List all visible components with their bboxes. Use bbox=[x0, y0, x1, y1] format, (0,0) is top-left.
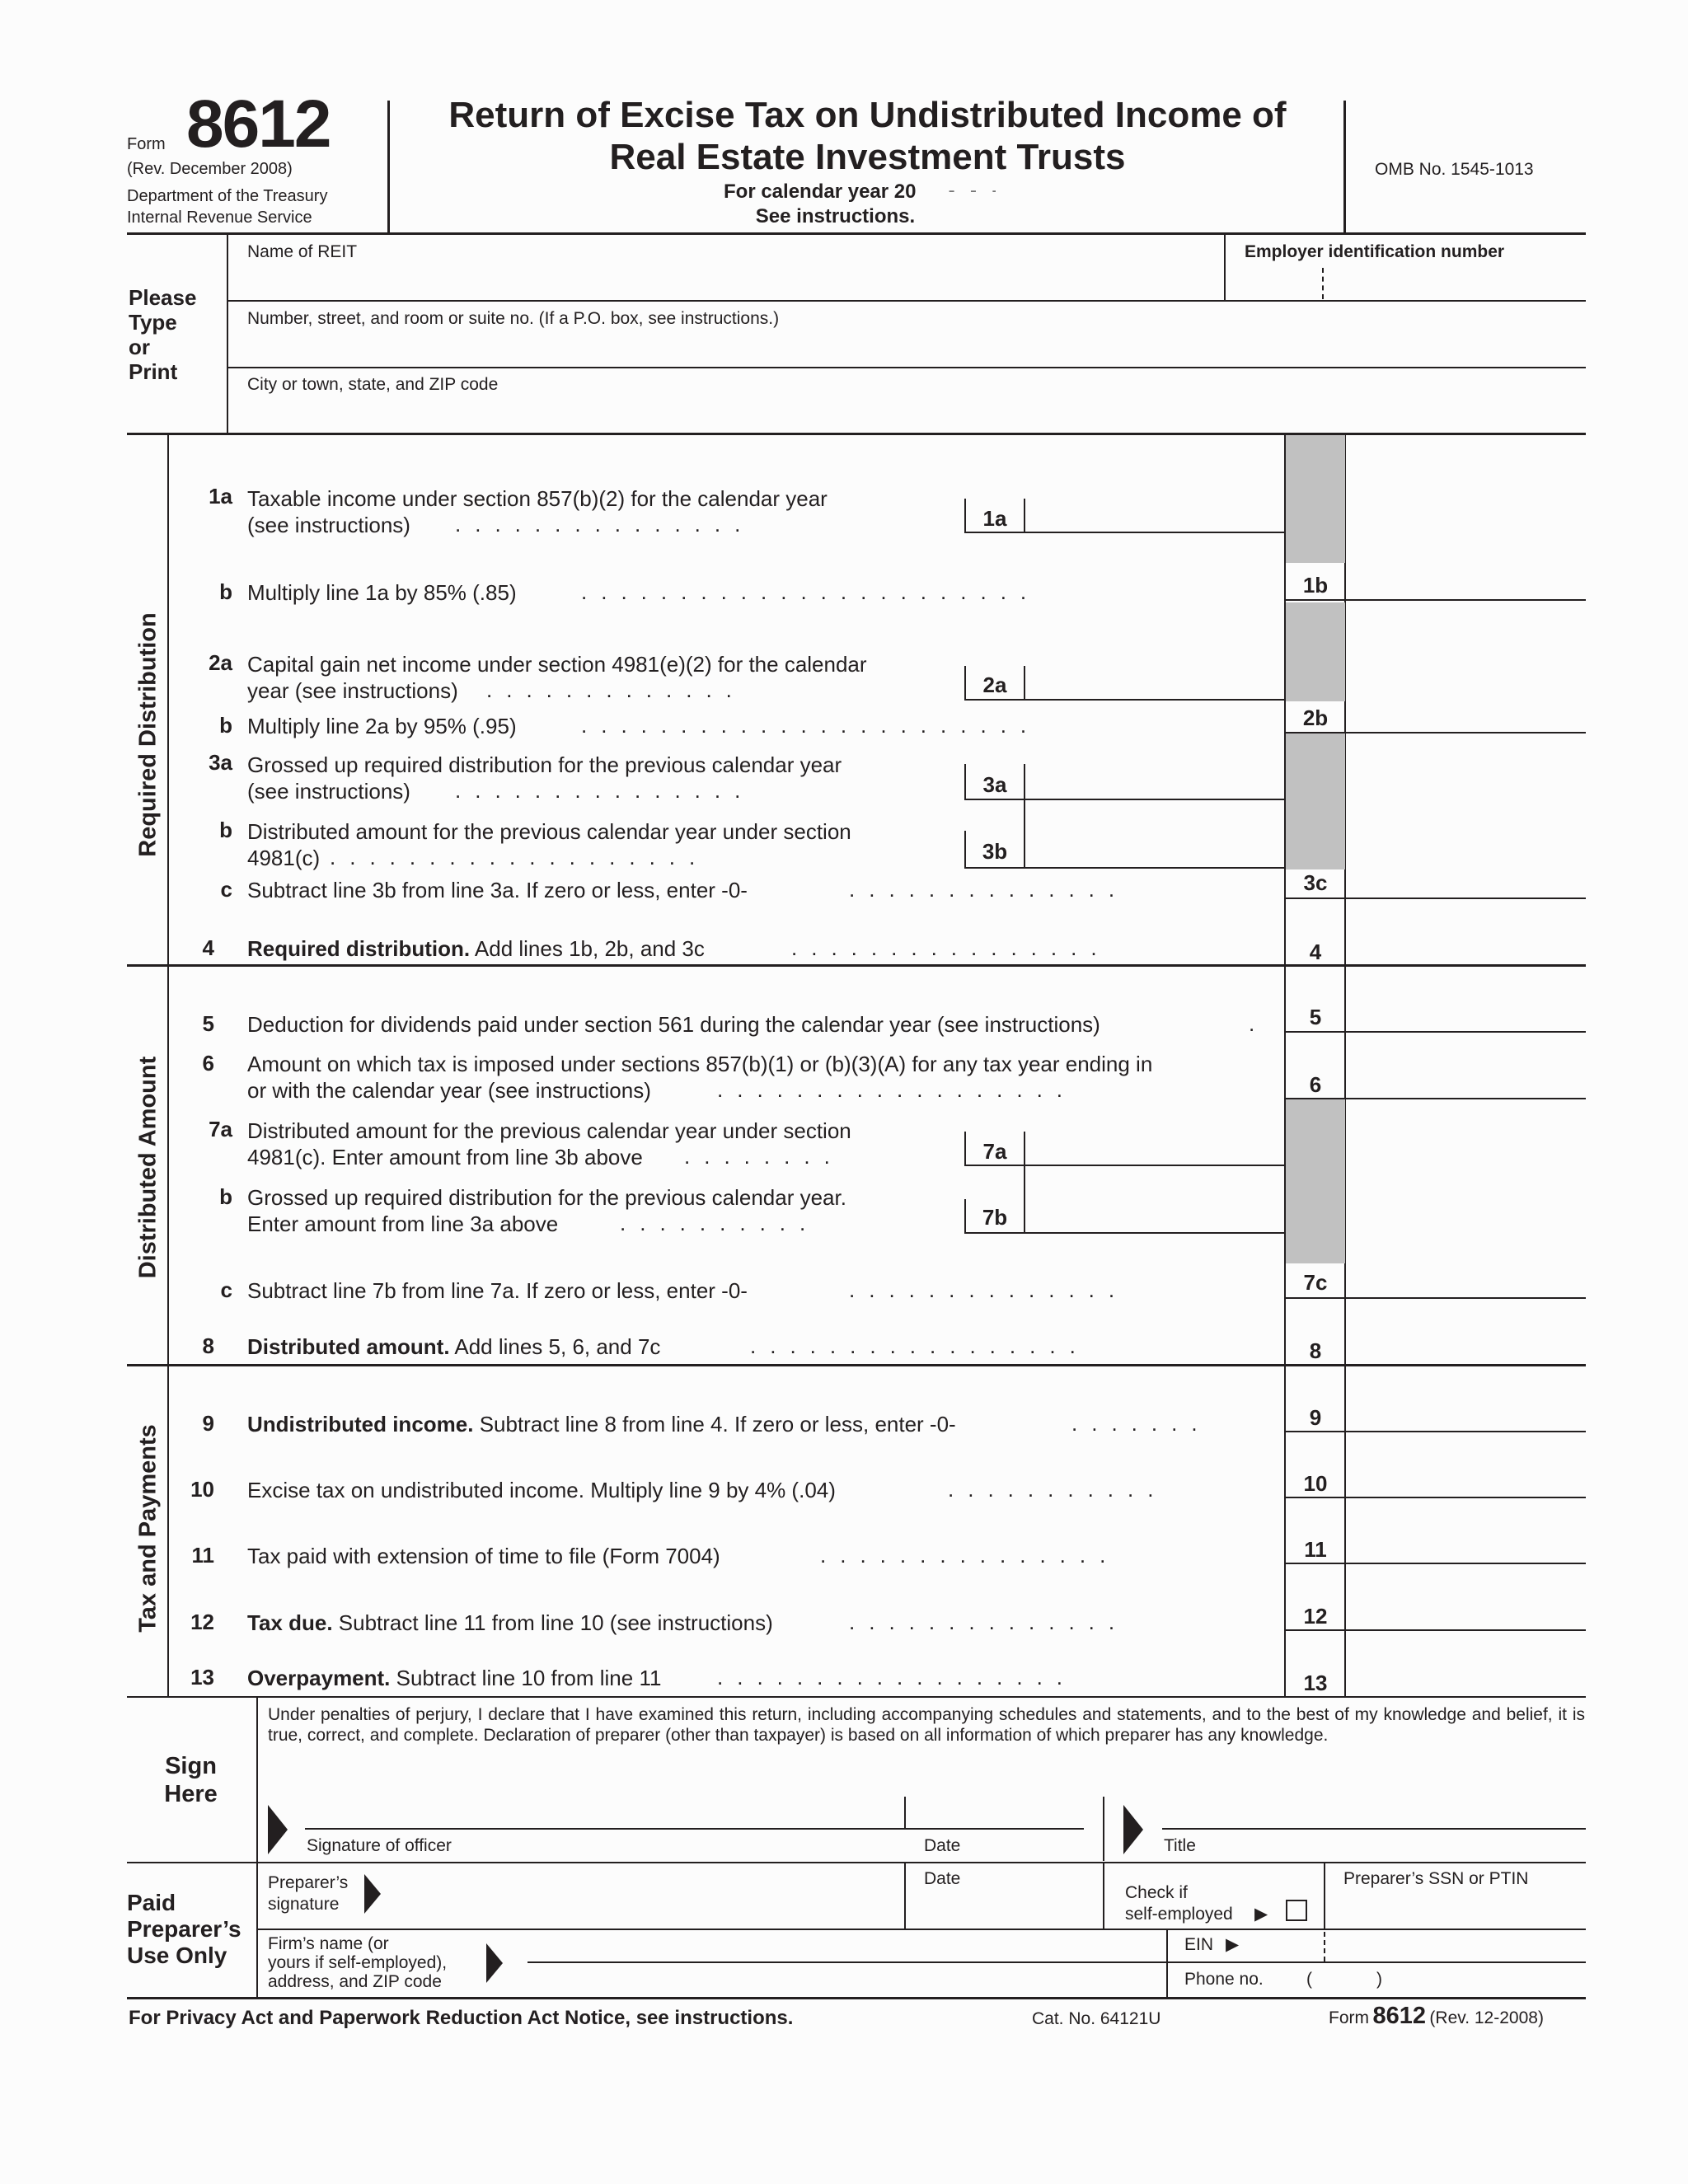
type-label: Type bbox=[129, 310, 177, 335]
firm-name-label-2: yours if self-employed), bbox=[268, 1953, 448, 1972]
line-9-amount[interactable] bbox=[1345, 1393, 1586, 1429]
footer-revision: (Rev. 12-2008) bbox=[1429, 2008, 1544, 2027]
line-3c-amount[interactable] bbox=[1345, 861, 1586, 898]
phone-label: Phone no. bbox=[1184, 1970, 1264, 1989]
self-employed-label: self-employed bbox=[1125, 1905, 1233, 1924]
preparer-signature-input[interactable] bbox=[387, 1869, 898, 1910]
phone-input[interactable] bbox=[1317, 1965, 1581, 1994]
please-label: Please bbox=[129, 285, 197, 310]
line-7a-amount[interactable] bbox=[1024, 1132, 1282, 1165]
department: Department of the Treasury bbox=[127, 187, 328, 205]
line-7b-amount[interactable] bbox=[1024, 1199, 1282, 1232]
omb-number: OMB No. 1545-1013 bbox=[1375, 160, 1534, 179]
firm-address-input[interactable] bbox=[528, 1965, 1162, 1994]
line-11-amount[interactable] bbox=[1345, 1525, 1586, 1561]
firm-name-label-1: Firm’s name (or bbox=[268, 1934, 389, 1953]
signature-officer-label: Signature of officer bbox=[307, 1836, 452, 1855]
line-1b-amount[interactable] bbox=[1345, 564, 1586, 600]
firm-name-input[interactable] bbox=[528, 1932, 1162, 1961]
sign-arrow-icon bbox=[268, 1805, 288, 1854]
line-1a-amount[interactable] bbox=[1024, 499, 1282, 532]
section-distributed-amount: Distributed Amount bbox=[134, 1056, 162, 1279]
line-5-amount[interactable] bbox=[1345, 995, 1586, 1031]
form-title-line1: Return of Excise Tax on Undistributed Income of bbox=[448, 95, 1287, 135]
address-label: Number, street, and room or suite no. (If a P.O. box, see instructions.) bbox=[247, 309, 780, 328]
line-2b-amount[interactable] bbox=[1345, 701, 1586, 737]
address-input[interactable] bbox=[247, 331, 1566, 364]
line-10-amount[interactable] bbox=[1345, 1459, 1586, 1495]
perjury-declaration: Under penalties of perjury, I declare that I have examined this return, including accompanying schedules and statements, and to the best of my knowledge and belief, it is true, correct, and complete. Declaration of preparer (other than taxpayer) is based on all information of which preparer has any knowledge. bbox=[268, 1705, 1585, 1745]
print-label: Print bbox=[129, 359, 178, 384]
preparer-arrow-icon bbox=[364, 1874, 381, 1914]
preparer-ssn-input[interactable] bbox=[1329, 1891, 1582, 1924]
check-if-label: Check if bbox=[1125, 1883, 1188, 1902]
privacy-notice: For Privacy Act and Paperwork Reduction Act Notice, see instructions. bbox=[129, 2007, 794, 2029]
line-3b-amount[interactable] bbox=[1024, 832, 1282, 865]
title-label: Title bbox=[1164, 1836, 1196, 1855]
line-13-amount[interactable] bbox=[1345, 1658, 1586, 1694]
preparer-ssn-label: Preparer’s SSN or PTIN bbox=[1343, 1869, 1529, 1888]
reit-name-label: Name of REIT bbox=[247, 242, 358, 261]
here-label: Here bbox=[164, 1781, 218, 1807]
sign-label: Sign bbox=[165, 1753, 217, 1779]
firm-arrow-icon bbox=[486, 1943, 503, 1983]
officer-signature-input[interactable] bbox=[305, 1797, 903, 1826]
title-arrow-icon bbox=[1123, 1805, 1143, 1854]
use-only-label: Use Only bbox=[127, 1943, 227, 1968]
paid-label: Paid bbox=[127, 1890, 176, 1915]
line-7c-amount[interactable] bbox=[1345, 1261, 1586, 1297]
ein-arrow-icon: ▶ bbox=[1226, 1935, 1240, 1954]
preparer-date-label: Date bbox=[924, 1869, 961, 1888]
preparer-signature-label-2: signature bbox=[268, 1895, 340, 1914]
calendar-year-input[interactable] bbox=[946, 180, 996, 203]
line-12-amount[interactable] bbox=[1345, 1592, 1586, 1629]
form-number: 8612 bbox=[186, 87, 331, 162]
line-3a-amount[interactable] bbox=[1024, 764, 1282, 797]
reit-name-input[interactable] bbox=[247, 265, 1220, 298]
line-6-amount[interactable] bbox=[1345, 1060, 1586, 1096]
or-label: or bbox=[129, 335, 150, 359]
preparers-label: Preparer’s bbox=[127, 1916, 241, 1942]
self-employed-checkbox[interactable] bbox=[1286, 1900, 1307, 1921]
sign-date-input[interactable] bbox=[910, 1797, 1079, 1826]
ein-input[interactable] bbox=[1236, 265, 1582, 298]
cat-number: Cat. No. 64121U bbox=[1032, 2009, 1161, 2028]
section-required-distribution: Required Distribution bbox=[134, 612, 162, 857]
ein-label: Employer identification number bbox=[1245, 242, 1505, 261]
calendar-year-label: For calendar year 20 bbox=[724, 180, 917, 203]
irs: Internal Revenue Service bbox=[127, 209, 312, 227]
line-4-amount[interactable] bbox=[1345, 927, 1586, 963]
form-word: Form bbox=[127, 135, 166, 153]
preparer-date-input[interactable] bbox=[910, 1891, 1095, 1924]
preparer-ein-input[interactable] bbox=[1253, 1932, 1582, 1961]
see-instructions: See instructions. bbox=[755, 205, 916, 227]
city-label: City or town, state, and ZIP code bbox=[247, 375, 499, 394]
ein-preparer-label: EIN bbox=[1184, 1935, 1214, 1954]
phone-paren-open: ( bbox=[1306, 1970, 1312, 1989]
form-revision: (Rev. December 2008) bbox=[127, 160, 293, 178]
form-title-line2: Real Estate Investment Trusts bbox=[609, 137, 1126, 177]
sign-date-label: Date bbox=[924, 1836, 961, 1855]
firm-name-label-3: address, and ZIP code bbox=[268, 1972, 442, 1991]
phone-paren-close: ) bbox=[1376, 1970, 1382, 1989]
footer-form-word: Form bbox=[1329, 2008, 1369, 2027]
check-arrow-icon: ▶ bbox=[1254, 1905, 1268, 1924]
city-input[interactable] bbox=[247, 397, 1566, 430]
footer-form-number: 8612 bbox=[1372, 2003, 1426, 2029]
title-input[interactable] bbox=[1162, 1797, 1582, 1826]
line-8-amount[interactable] bbox=[1345, 1325, 1586, 1361]
preparer-signature-label-1: Preparer’s bbox=[268, 1873, 349, 1892]
line-2a-amount[interactable] bbox=[1024, 666, 1282, 699]
section-tax-payments: Tax and Payments bbox=[134, 1424, 162, 1633]
